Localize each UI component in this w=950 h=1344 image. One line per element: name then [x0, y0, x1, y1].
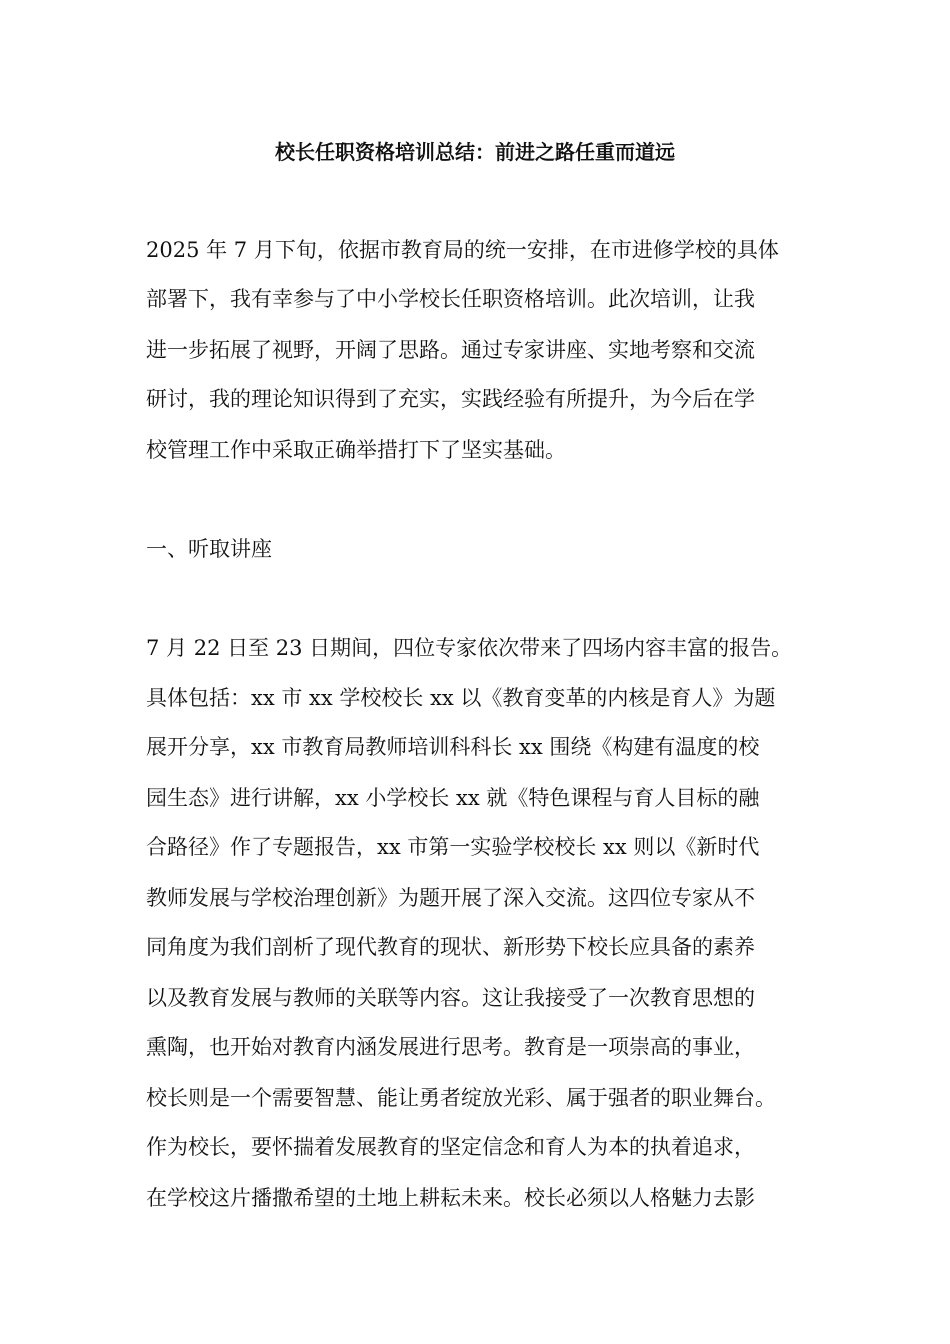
- intro-line: 校管理工作中采取正确举措打下了坚实基础。: [146, 438, 566, 462]
- intro-line: 2025 年 7 月下旬，依据市教育局的统一安排，在市进修学校的具体: [146, 238, 779, 262]
- section-line: 校长则是一个需要智慧、能让勇者绽放光彩、属于强者的职业舞台。: [146, 1086, 776, 1110]
- section-line: 7 月 22 日至 23 日期间，四位专家依次带来了四场内容丰富的报告。: [146, 636, 793, 660]
- section-line: 作为校长，要怀揣着发展教育的坚定信念和育人为本的执着追求，: [146, 1135, 755, 1159]
- section-line: 同角度为我们剖析了现代教育的现状、新形势下校长应具备的素养: [146, 935, 755, 959]
- intro-line: 部署下，我有幸参与了中小学校长任职资格培训。此次培训，让我: [146, 287, 755, 311]
- section-line: 熏陶，也开始对教育内涵发展进行思考。教育是一项崇高的事业，: [146, 1035, 755, 1059]
- section-line: 以及教育发展与教师的关联等内容。这让我接受了一次教育思想的: [146, 986, 755, 1010]
- section-heading: 一、听取讲座: [146, 537, 272, 561]
- intro-line: 进一步拓展了视野，开阔了思路。通过专家讲座、实地考察和交流: [146, 338, 755, 362]
- section-line: 具体包括：xx 市 xx 学校校长 xx 以《教育变革的内核是育人》为题: [146, 686, 776, 710]
- intro-line: 研讨，我的理论知识得到了充实，实践经验有所提升，为今后在学: [146, 387, 755, 411]
- document-title: 校长任职资格培训总结：前进之路任重而道远: [275, 140, 675, 164]
- section-line: 教师发展与学校治理创新》为题开展了深入交流。这四位专家从不: [146, 886, 755, 910]
- section-line: 展开分享，xx 市教育局教师培训科科长 xx 围绕《构建有温度的校: [146, 735, 760, 759]
- section-line: 合路径》作了专题报告，xx 市第一实验学校校长 xx 则以《新时代: [146, 835, 760, 859]
- section-line: 在学校这片播撒希望的土地上耕耘未来。校长必须以人格魅力去影: [146, 1186, 755, 1210]
- section-line: 园生态》进行讲解，xx 小学校长 xx 就《特色课程与育人目标的融: [146, 786, 760, 810]
